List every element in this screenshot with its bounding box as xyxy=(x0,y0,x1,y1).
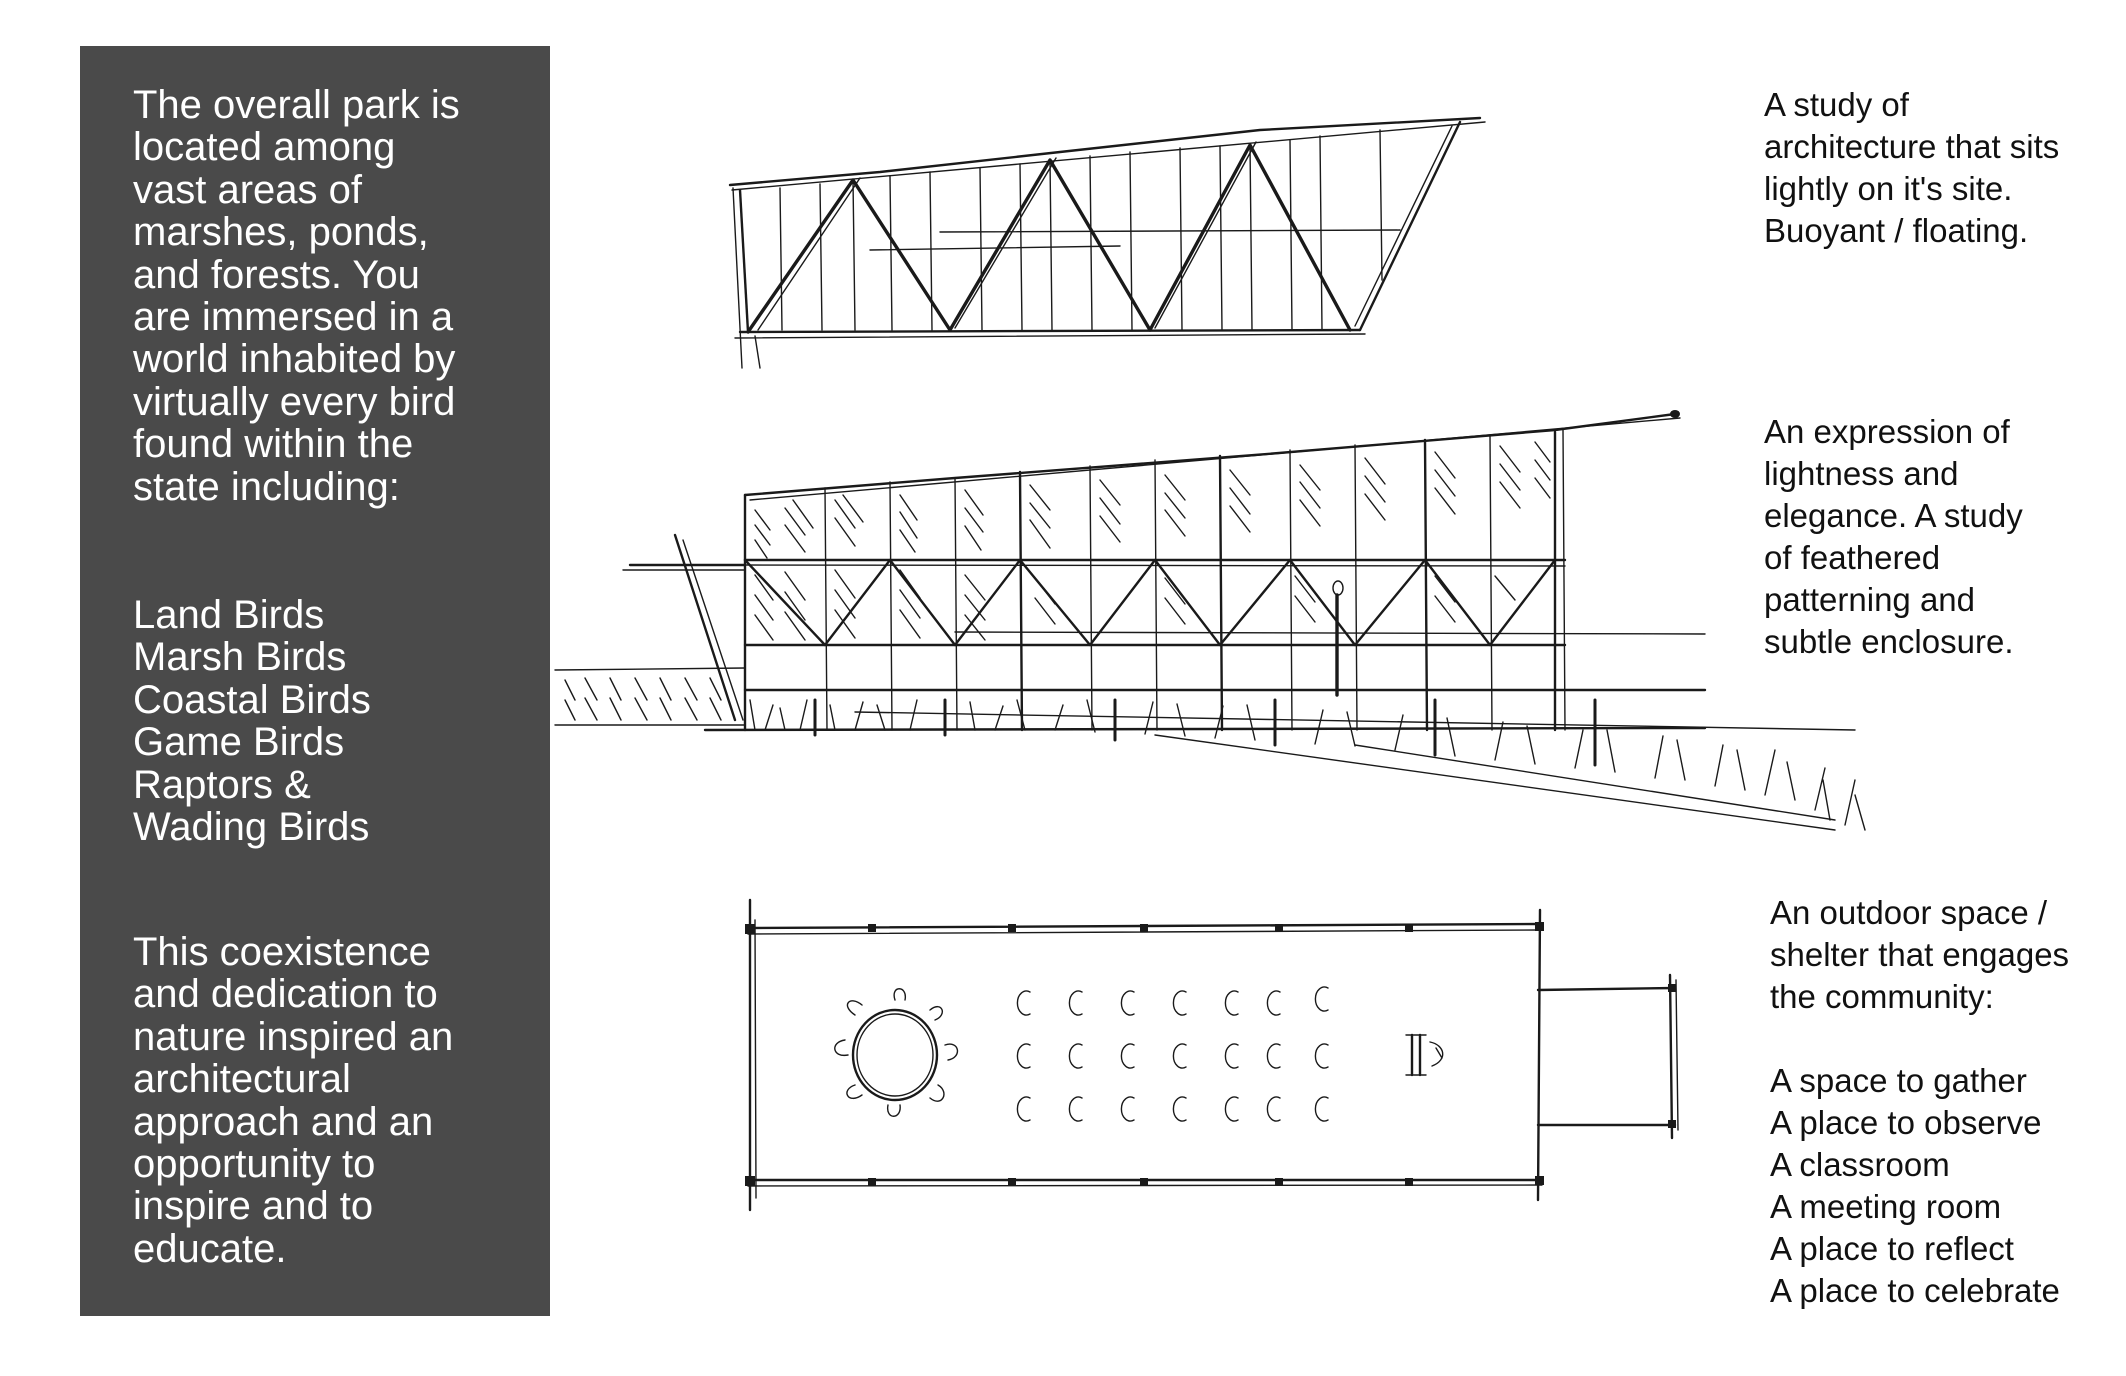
note-feathered-expression: An expression of lightness and elegance. A study of feathered patterning and subtle enclosure. xyxy=(1764,413,2023,660)
shelter-plan-sketch xyxy=(730,880,1690,1230)
intro-panel xyxy=(80,46,550,1316)
note-outdoor-space: An outdoor space / shelter that engages the community: A space to gather A place to observe A classroom A meeting room A place to reflect A place to celebrate xyxy=(1770,894,2070,1309)
note-floating-study: A study of architecture that sits lightly on it's site. Buoyant / floating. xyxy=(1764,86,2060,249)
outro-text: This coexistence and dedication to nature inspired an architectural approach and an opportunity to inspire and to educate. xyxy=(133,930,454,1271)
truss-elevation-sketch xyxy=(700,100,1500,390)
bird-list: Land Birds Marsh Birds Coastal Birds Game Birds Raptors & Wading Birds xyxy=(133,593,371,850)
enclosure-elevation-sketch xyxy=(555,400,1895,860)
intro-text: The overall park is located among vast areas of marshes, ponds, and forests. You are immersed in a world inhabited by virtually every bird found within the state including: xyxy=(133,83,460,509)
